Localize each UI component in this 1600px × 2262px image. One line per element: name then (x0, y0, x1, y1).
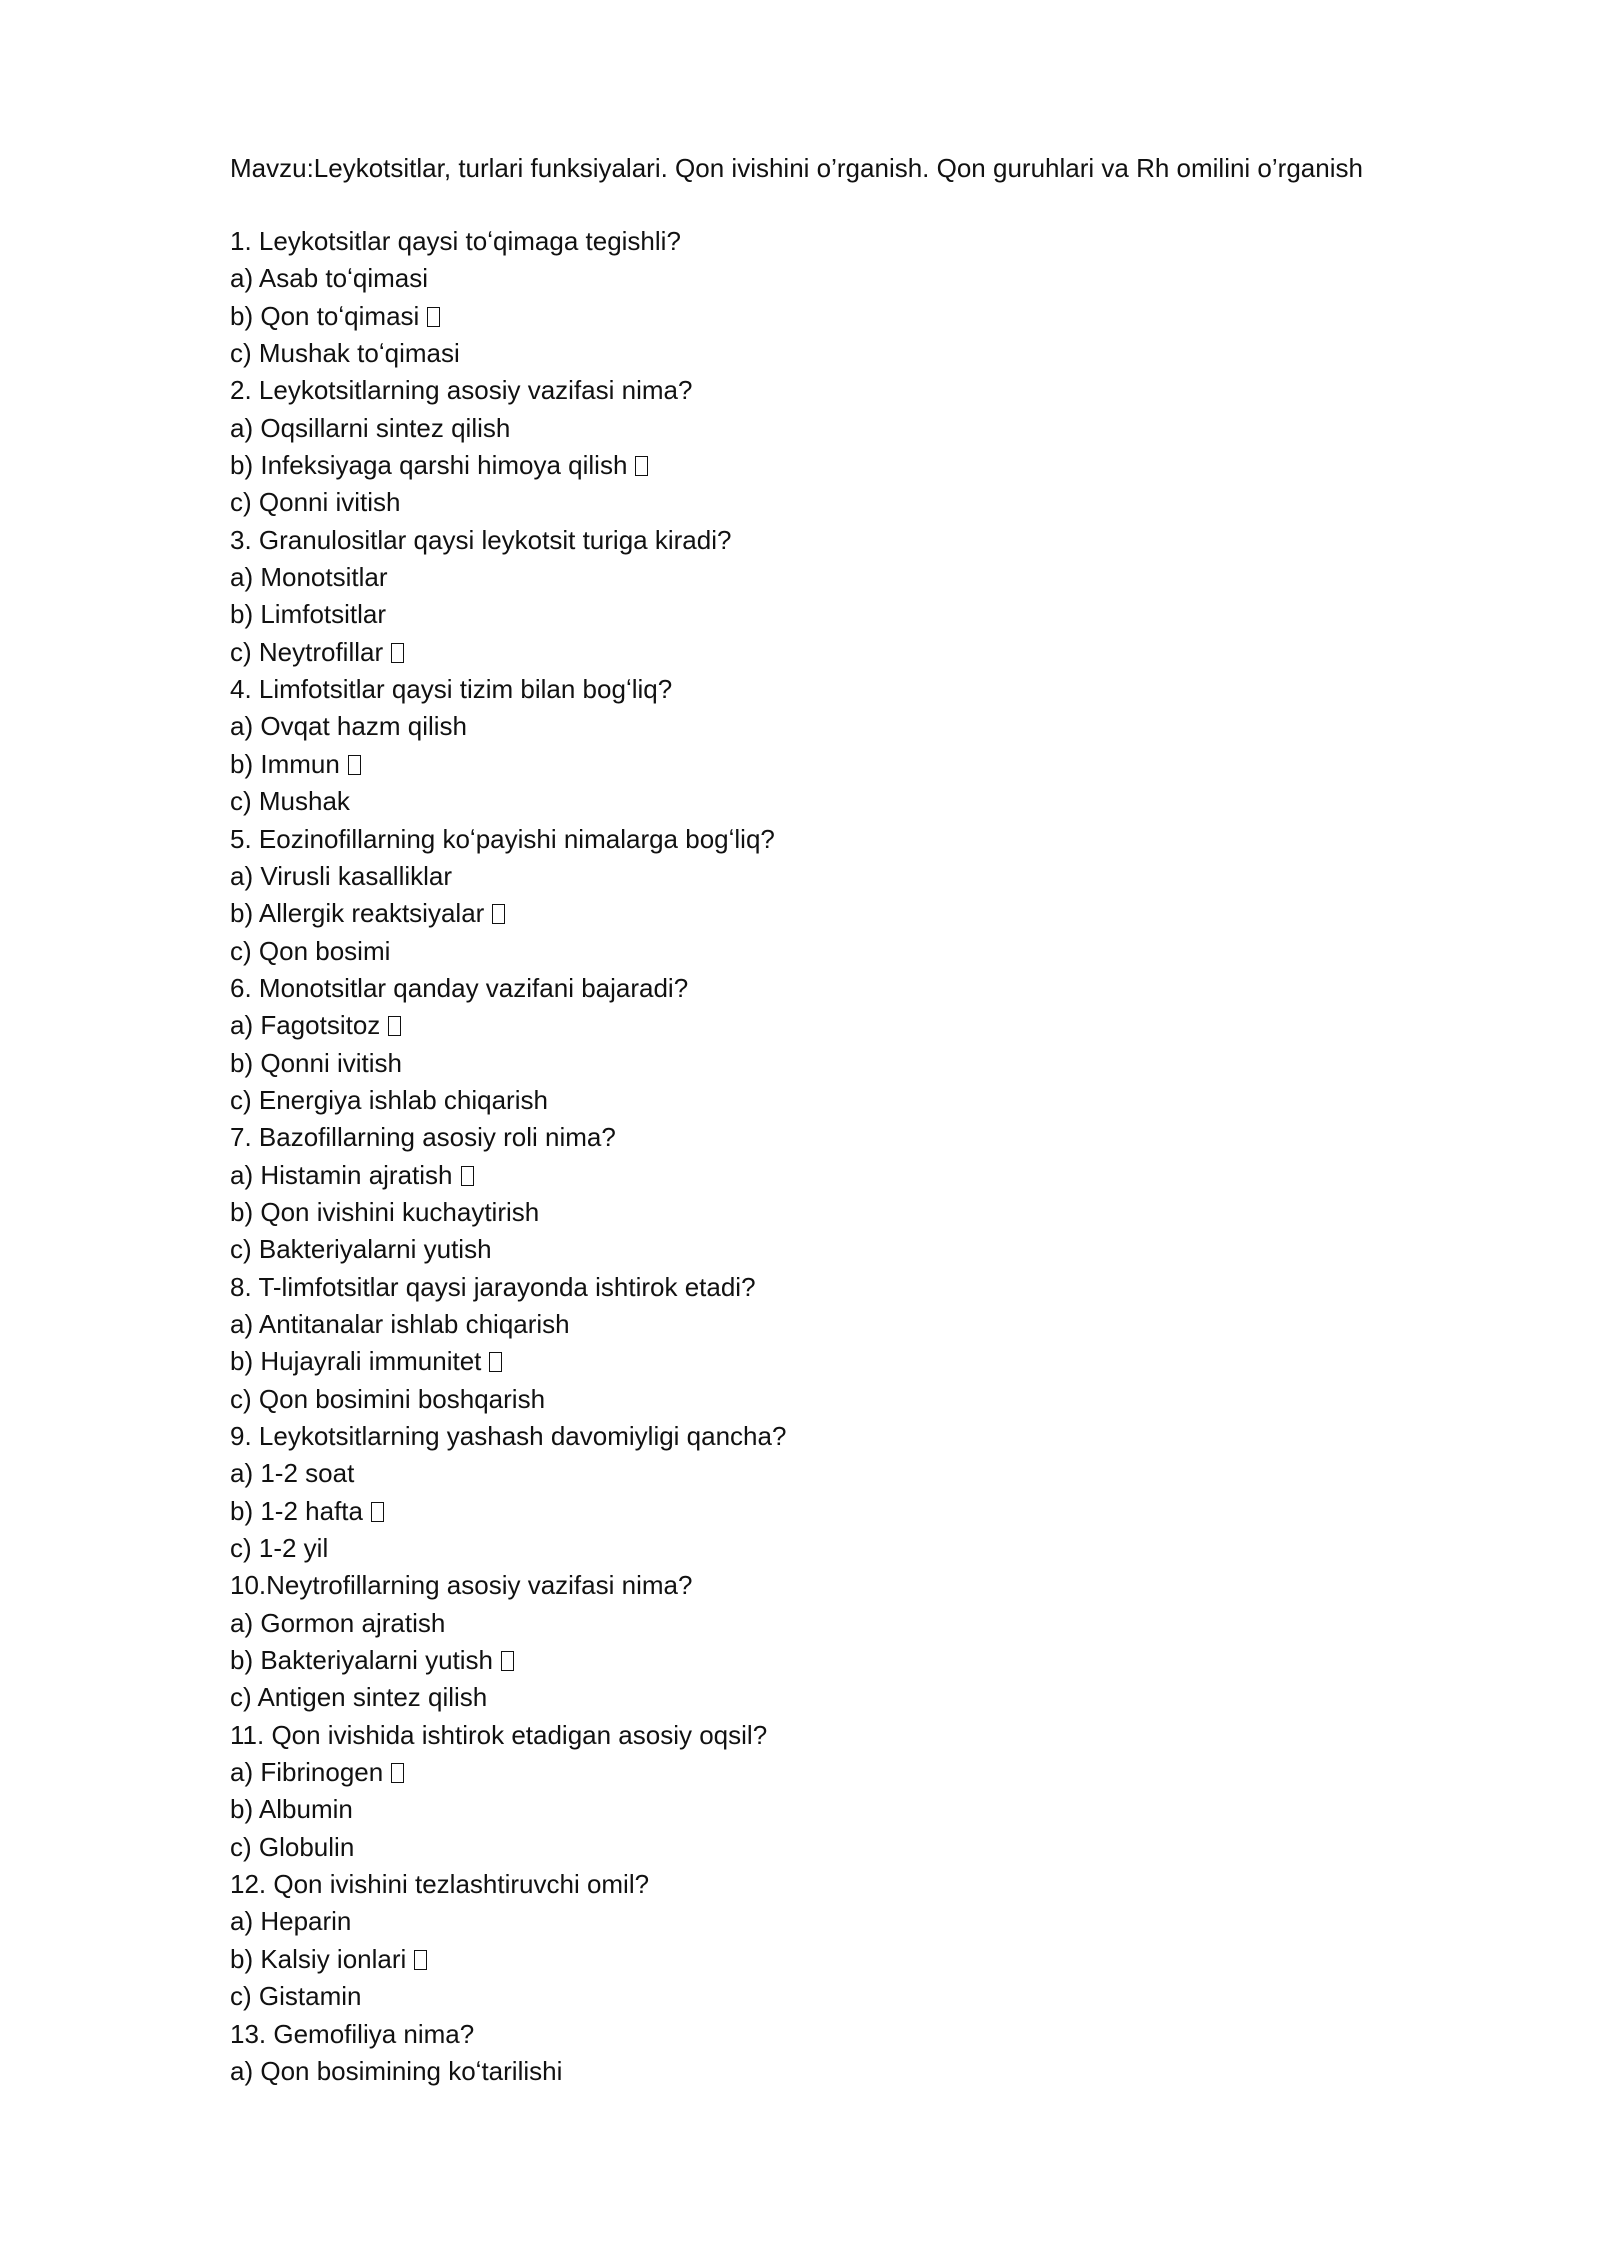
answer-option (230, 1082, 1530, 1119)
answer-option (230, 1530, 1530, 1567)
answer-option-text: a) Fibrinogen (230, 1757, 384, 1788)
question-text: 9. Leykotsitlarning yashash davomiyligi qancha? (230, 1421, 787, 1451)
answer-option-text: b) Immun (230, 748, 340, 779)
answer-option (230, 410, 1530, 447)
answer-option (230, 933, 1530, 970)
answer-option-text: c) Antigen sintez qilish (230, 1682, 488, 1713)
correct-answer-mark-icon (501, 1651, 514, 1671)
correct-answer-mark-icon (391, 643, 404, 663)
document-title: Mavzu:Leykotsitlar, turlari funksiyalari. Qon ivishini o’rganish. Qon guruhlari va Rh omilini o’rganish (230, 153, 1363, 183)
question-text: 2. Leykotsitlarning asosiy vazifasi nima? (230, 375, 693, 406)
answer-option (230, 559, 1530, 596)
answer-option (230, 1941, 1530, 1978)
answer-option (230, 1231, 1530, 1268)
answer-option (230, 746, 1530, 783)
answer-option-text: a) Ovqat hazm qilish (230, 711, 467, 742)
answer-option (230, 708, 1530, 745)
correct-answer-mark-icon (371, 1502, 384, 1522)
answer-option-text: b) Allergik reaktsiyalar (230, 898, 485, 929)
answer-option-text: b) Qon toʻqimasi (230, 300, 420, 331)
correct-answer-mark-icon (414, 1950, 427, 1970)
question-text: 5. Eozinofillarning koʻpayishi nimalarga bogʻliq? (230, 823, 775, 854)
correct-answer-mark-icon (489, 1352, 502, 1372)
answer-option-text: c) 1-2 yil (230, 1533, 329, 1564)
question-text: 4. Limfotsitlar qaysi tizim bilan bogʻliq? (230, 674, 673, 705)
answer-option-text: b) Infeksiyaga qarshi himoya qilish (230, 450, 628, 481)
question-text: 12. Qon ivishini tezlashtiruvchi omil? (230, 1869, 650, 1900)
answer-option (230, 1306, 1530, 1343)
answer-option-text: b) Limfotsitlar (230, 599, 387, 630)
question-text: 6. Monotsitlar qanday vazifani bajaradi? (230, 972, 689, 1003)
question-list (230, 223, 1530, 2090)
answer-option (230, 484, 1530, 521)
answer-option (230, 634, 1530, 671)
answer-option (230, 447, 1530, 484)
answer-option (230, 1343, 1530, 1380)
answer-option-text: c) Qonni ivitish (230, 487, 401, 518)
answer-option (230, 260, 1530, 297)
correct-answer-mark-icon (391, 1763, 404, 1783)
answer-option-text: b) Hujayrali immunitet (230, 1346, 482, 1377)
document-content (230, 150, 1530, 2090)
answer-option-text: b) Qon ivishini kuchaytirish (230, 1196, 540, 1227)
answer-option (230, 1381, 1530, 1418)
correct-answer-mark-icon (492, 904, 505, 924)
correct-answer-mark-icon (635, 456, 648, 476)
answer-option (230, 2053, 1530, 2090)
answer-option-text: c) Neytrofillar (230, 636, 384, 667)
answer-option-text: a) 1-2 soat (230, 1458, 355, 1489)
answer-option-text: c) Mushak (230, 786, 350, 817)
answer-option-text: c) Globulin (230, 1831, 355, 1862)
answer-option-text: a) Antitanalar ishlab chiqarish (230, 1308, 570, 1339)
answer-option (230, 1829, 1530, 1866)
answer-option-text: c) Gistamin (230, 1981, 362, 2012)
answer-option (230, 1007, 1530, 1044)
answer-option (230, 1455, 1530, 1492)
answer-option (230, 1903, 1530, 1940)
answer-option (230, 1045, 1530, 1082)
answer-option (230, 335, 1530, 372)
answer-option (230, 1679, 1530, 1716)
answer-option-text: a) Oqsillarni sintez qilish (230, 412, 511, 443)
answer-option (230, 1642, 1530, 1679)
question-text: 7. Bazofillarning asosiy roli nima? (230, 1122, 616, 1153)
answer-option-text: b) Albumin (230, 1794, 353, 1825)
answer-option-text: b) Kalsiy ionlari (230, 1943, 407, 1974)
answer-option (230, 858, 1530, 895)
question-text: 11. Qon ivishida ishtirok etadigan asosiy oqsil? (230, 1719, 768, 1750)
answer-option-text: a) Monotsitlar (230, 562, 388, 593)
answer-option-text: c) Mushak toʻqimasi (230, 338, 460, 369)
answer-option-text: b) 1-2 hafta (230, 1495, 363, 1526)
question-text: 3. Granulositlar qaysi leykotsit turiga kiradi? (230, 524, 732, 555)
answer-option (230, 1194, 1530, 1231)
question-text: 1. Leykotsitlar qaysi toʻqimaga tegishli? (230, 226, 681, 256)
correct-answer-mark-icon (388, 1016, 401, 1036)
answer-option-text: a) Virusli kasalliklar (230, 860, 453, 891)
correct-answer-mark-icon (461, 1166, 474, 1186)
answer-option-text: b) Bakteriyalarni yutish (230, 1645, 493, 1676)
answer-option-text: a) Fagotsitoz (230, 1010, 381, 1041)
answer-option-text: c) Bakteriyalarni yutish (230, 1234, 492, 1265)
answer-option (230, 783, 1530, 820)
answer-option-text: b) Qonni ivitish (230, 1047, 402, 1078)
answer-option-text: c) Qon bosimini boshqarish (230, 1383, 546, 1414)
correct-answer-mark-icon (427, 307, 440, 327)
question-text: 10.Neytrofillarning asosiy vazifasi nima? (230, 1570, 693, 1601)
question-text: 13. Gemofiliya nima? (230, 2018, 475, 2049)
answer-option (230, 298, 1530, 335)
correct-answer-mark-icon (348, 755, 361, 775)
answer-option (230, 596, 1530, 633)
answer-option-text: a) Histamin ajratish (230, 1159, 453, 1190)
question-text: 8. T-limfotsitlar qaysi jarayonda ishtirok etadi? (230, 1271, 756, 1302)
answer-option (230, 1754, 1530, 1791)
answer-option (230, 1978, 1530, 2015)
answer-option (230, 1605, 1530, 1642)
answer-option (230, 1493, 1530, 1530)
answer-option (230, 1791, 1530, 1828)
answer-option (230, 895, 1530, 932)
answer-option-text: a) Qon bosimining koʻtarilishi (230, 2055, 563, 2086)
answer-option-text: a) Heparin (230, 1906, 352, 1937)
answer-option (230, 1157, 1530, 1194)
answer-option-text: c) Energiya ishlab chiqarish (230, 1084, 548, 1115)
answer-option-text: c) Qon bosimi (230, 935, 391, 966)
answer-option-text: a) Asab toʻqimasi (230, 263, 428, 294)
answer-option-text: a) Gormon ajratish (230, 1607, 446, 1638)
